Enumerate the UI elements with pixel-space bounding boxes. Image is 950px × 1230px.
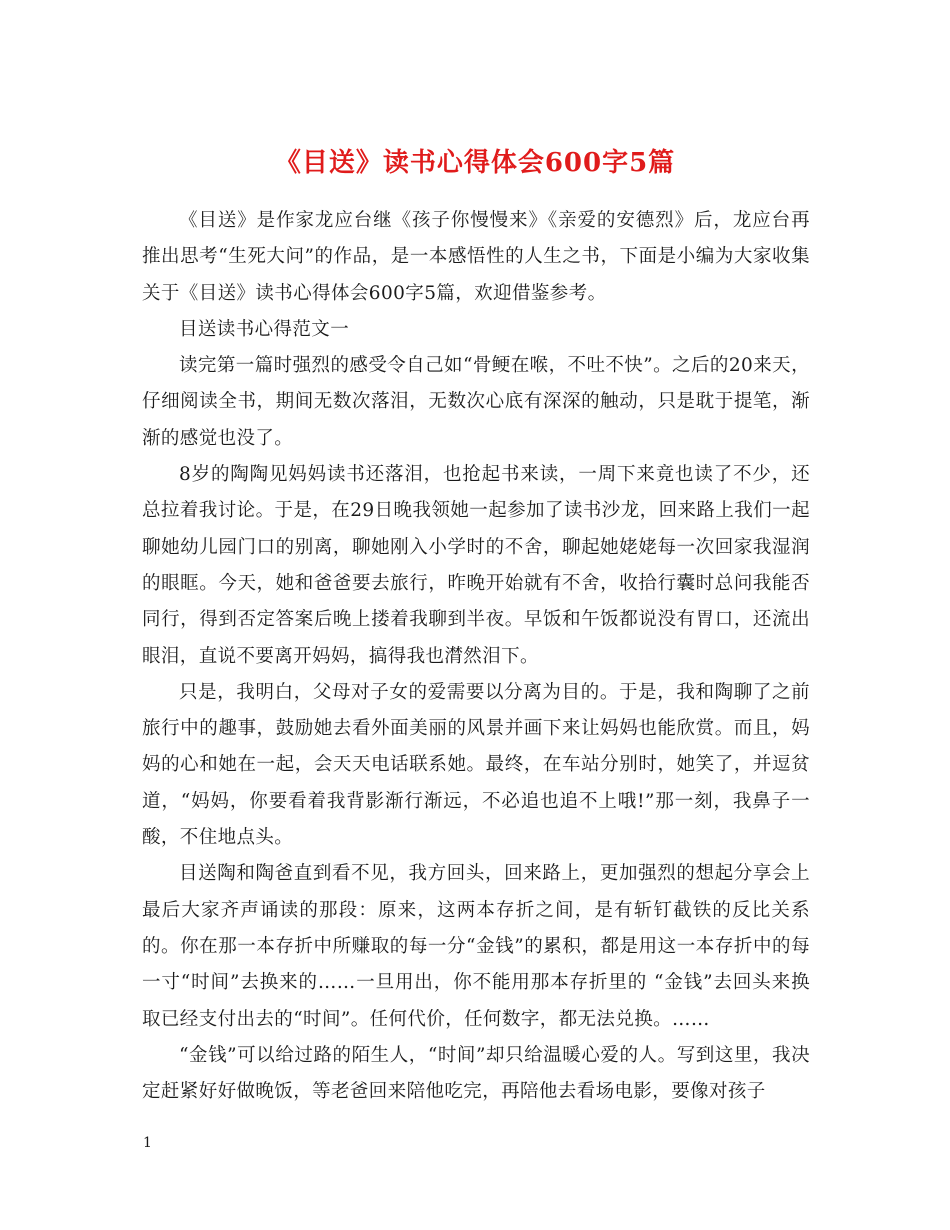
body-paragraph: 只是，我明白，父母对子女的爱需要以分离为目的。于是，我和陶聊了之前旅行中的趣事，鼓励她去看外面美丽的风景并画下来让妈妈也能欣赏。而且，妈妈的心和她在一起，会天天电话联系她。最终，在车站分别时，她笑了，并逗贫道，“妈妈，你要看着我背影渐行渐远，不必追也追不上哦!”那一刻，我鼻子一酸，不住地点头。 [142,681,810,849]
body-paragraph: “金钱”可以给过路的陌生人，“时间”却只给温暖心爱的人。写到这里，我决定赶紧好好做晚饭，等老爸回来陪他吃完，再陪他去看场电影，要像对孩子 [142,1044,810,1103]
document-body [142,203,810,1110]
document-title: 《目送》读书心得体会600字5篇 [274,148,676,179]
page-number: 1 [143,1135,152,1151]
intro-paragraph: 《目送》是作家龙应台继《孩子你慢慢来》《亲爱的安德烈》后，龙应台再推出思考“生死大问”的作品，是一本感悟性的人生之书，下面是小编为大家收集关于《目送》读书心得体会600字5篇，欢迎借鉴参考。 [142,210,810,304]
body-paragraph: 读完第一篇时强烈的感受令自己如“骨鲠在喉，不吐不快”。之后的20来天，仔细阅读全书，期间无数次落泪，无数次心底有深深的触动，只是耽于提笔，渐渐的感觉也没了。 [142,355,810,449]
section-heading: 目送读书心得范文一 [179,318,350,340]
body-paragraph: 目送陶和陶爸直到看不见，我方回头，回来路上，更加强烈的想起分享会上最后大家齐声诵读的那段：原来，这两本存折之间，是有斩钉截铁的反比关系的。你在那一本存折中所赚取的每一分“金钱”的累积，都是用这一本存折中的每一寸“时间”去换来的……一旦用出，你不能用那本存折里的 “金钱”去回头来换取已经支付出去的“时间”。任何代价，任何数字，都无法兑换。…… [142,863,810,1030]
body-paragraph: 8岁的陶陶见妈妈读书还落泪，也抢起书来读，一周下来竟也读了不少，还总拉着我讨论。于是，在29日晚我领她一起参加了读书沙龙，回来路上我们一起聊她幼儿园门口的别离，聊她刚入小学时的不舍，聊起她姥姥每一次回家我湿润的眼眶。今天，她和爸爸要去旅行，昨晚开始就有不舍，收拾行囊时总问我能否同行，得到否定答案后晚上搂着我聊到半夜。早饭和午饭都说没有胃口，还流出眼泪，直说不要离开妈妈，搞得我也潸然泪下。 [142,464,810,667]
